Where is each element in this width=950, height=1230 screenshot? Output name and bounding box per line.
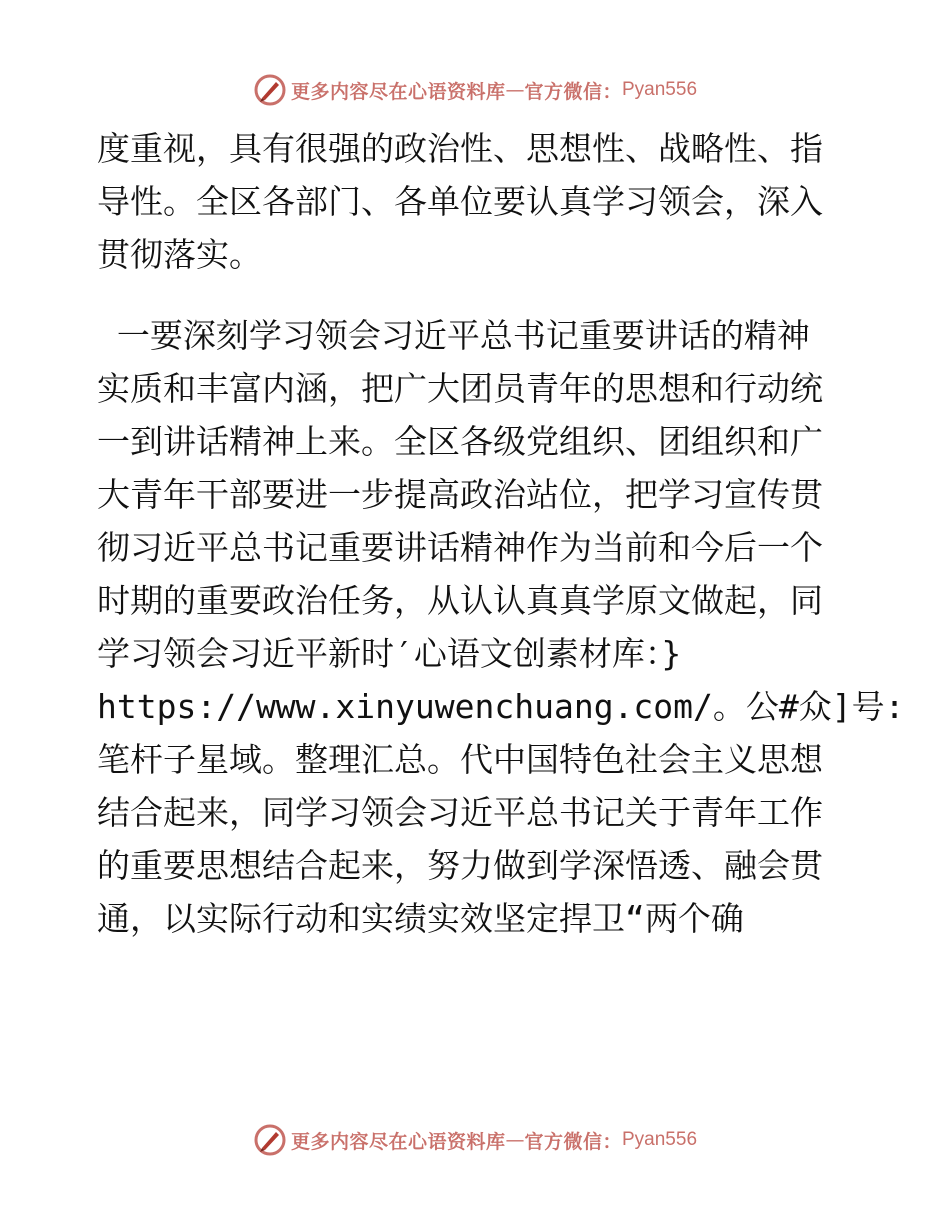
document-body (97, 122, 905, 945)
banner-official-label: 官方微信： (524, 1130, 622, 1153)
url-line: https://www.xinyuwenchuang.com/。公#众]号: (97, 687, 905, 726)
banner-wechat-handle: Pyan556 (622, 1129, 698, 1150)
text-line: 时期的重要政治任务，从认认真真学原文做起，同 (97, 581, 823, 620)
text-line: 通，以实际行动和实绩实效坚定捍卫“两个确 (97, 899, 744, 938)
text-line: 笔杆子星域。整理汇总。代中国特色社会主义思想 (97, 740, 823, 779)
banner-main-text: 更多内容尽在心语资料库 (290, 80, 506, 103)
header-banner (0, 70, 950, 110)
footer-banner (0, 1120, 950, 1160)
text-line: 一要深刻学习领会习近平总书记重要讲话的精神 (97, 316, 810, 355)
text-line: 实质和丰富内涵，把广大团员青年的思想和行动统 (97, 369, 823, 408)
banner-main-text: 更多内容尽在心语资料库 (290, 1130, 506, 1153)
text-line: 的重要思想结合起来，努力做到学深悟透、融会贯 (97, 846, 823, 885)
text-line: 学习领会习近平新时′心语文创素材库：} (97, 634, 682, 673)
text-line: 彻习近平总书记重要讲话精神作为当前和今后一个 (97, 528, 823, 567)
text-line: 贯彻落实。 (97, 235, 262, 274)
banner-wechat-handle: Pyan556 (622, 79, 698, 100)
paragraph-1 (97, 122, 857, 281)
text-line: 结合起来，同学习领会习近平总书记关于青年工作 (97, 793, 823, 832)
text-line: 大青年干部要进一步提高政治站位，把学习宣传贯 (97, 475, 823, 514)
text-line: 一到讲话精神上来。全区各级党组织、团组织和广 (97, 422, 823, 461)
text-line: 度重视，具有很强的政治性、思想性、战略性、指 (97, 129, 823, 168)
pen-logo-icon (253, 73, 287, 107)
pen-logo-icon (253, 1123, 287, 1157)
paragraph-2 (97, 309, 905, 945)
banner-dash: — (505, 1129, 525, 1151)
banner-dash: — (505, 79, 525, 101)
banner-official-label: 官方微信： (524, 80, 622, 103)
text-line: 导性。全区各部门、各单位要认真学习领会，深入 (97, 182, 823, 221)
